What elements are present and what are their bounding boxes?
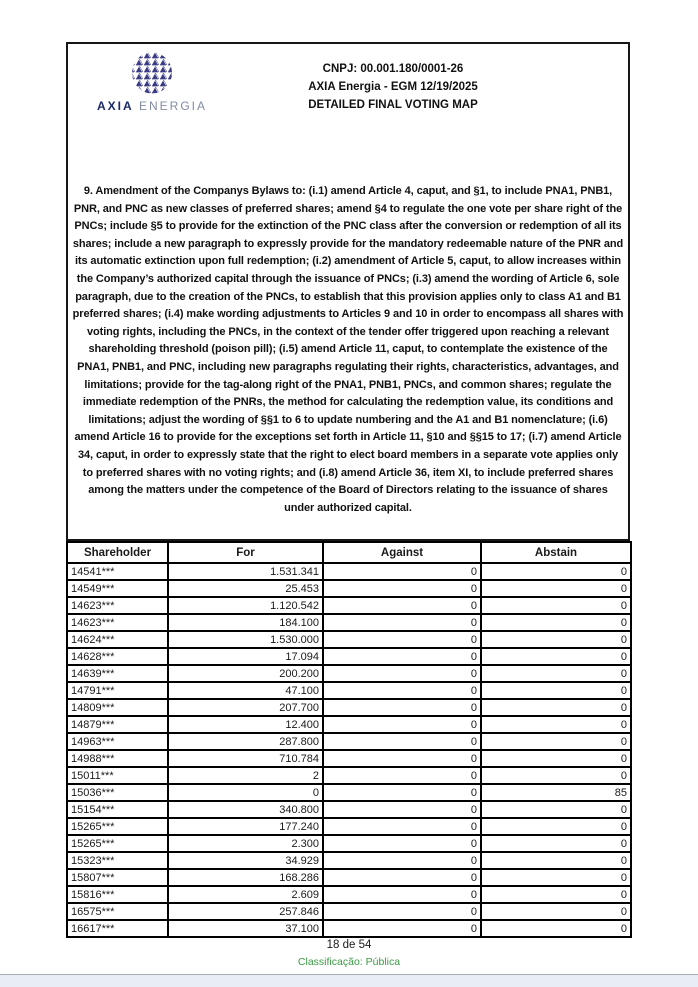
table-row [67, 903, 631, 920]
cell-against: 0 [323, 801, 481, 818]
cell-abstain: 0 [481, 631, 631, 648]
cell-against: 0 [323, 818, 481, 835]
cell-shareholder: 15154*** [67, 801, 168, 818]
cell-abstain: 0 [481, 835, 631, 852]
table-row [67, 597, 631, 614]
table-row [67, 665, 631, 682]
cell-for: 1.530.000 [168, 631, 323, 648]
cell-abstain: 0 [481, 869, 631, 886]
agenda-item-text: 9. Amendment of the Companys Bylaws to: (i.1) amend Article 4, caput, and §1, to include PNA1, PNB1, PNR, and PNC as new classes of preferred shares; amend §4 to regulate the one vote per share right of the PNCs; include §5 to provide for the extinction of the PNC class after the conversion or redemption of all its shares; include a new paragraph to expressly provide for the mandatory redeemable nature of the PNR and its automatic extinction upon full redemption; (i.2) amendment of Article 5, caput, to allow increases within the Company’s authorized capital through the issuance of PNCs; (i.3) amend the wording of Article 6, sole paragraph, due to the creation of the PNCs, to establish that this provision applies only to class A1 and B1 preferred shares; (i.4) make wording adjustments to Articles 9 and 10 in order to encompass all shares with voting rights, including the PNCs, in the context of the tender offer triggered upon reaching a relevant shareholding threshold (poison pill); (i.5) amend Article 11, caput, to contemplate the existence of the PNA1, PNB1, and PNC, including new paragraphs regulating their rights, characteristics, advantages, and limitations; provide for the tag-along right of the PNA1, PNB1, PNCs, and common shares; regulate the immediate redemption of the PNRs, the method for calculating the redemption value, its conditions and limitations; adjust the wording of §§1 to 6 to update numbering and the A1 and B1 nomenclature; (i.6) amend Article 16 to provide for the exceptions set forth in Article 11, §10 and §§15 to 17; (i.7) amend Article 34, caput, in order to expressly state that the right to elect board members in a separate vote applies only to preferred shares with no voting rights; and (i.8) amend Article 36, item XI, to include preferred shares among the matters under the competence of the Board of Directors relating to the issuance of shares under authorized capital. [72, 185, 624, 514]
cell-shareholder: 16575*** [67, 903, 168, 920]
cell-for: 710.784 [168, 750, 323, 767]
voting-table-header [67, 542, 631, 563]
cell-for: 177.240 [168, 818, 323, 835]
cell-shareholder: 14549*** [67, 580, 168, 597]
col-shareholder: Shareholder [67, 542, 168, 563]
cell-against: 0 [323, 563, 481, 580]
cell-abstain: 0 [481, 597, 631, 614]
cell-against: 0 [323, 631, 481, 648]
cell-shareholder: 14809*** [67, 699, 168, 716]
cell-shareholder: 14541*** [67, 563, 168, 580]
cell-against: 0 [323, 852, 481, 869]
brand-energia: ENERGIA [139, 99, 208, 113]
cell-for: 2.609 [168, 886, 323, 903]
cell-for: 37.100 [168, 920, 323, 937]
cell-against: 0 [323, 750, 481, 767]
cell-abstain: 0 [481, 767, 631, 784]
cell-against: 0 [323, 869, 481, 886]
table-row [67, 767, 631, 784]
cell-against: 0 [323, 699, 481, 716]
cell-shareholder: 15265*** [67, 818, 168, 835]
table-row [67, 733, 631, 750]
cell-for: 200.200 [168, 665, 323, 682]
cell-against: 0 [323, 665, 481, 682]
table-row [67, 869, 631, 886]
table-row [67, 750, 631, 767]
table-row [67, 801, 631, 818]
cell-shareholder: 14623*** [67, 597, 168, 614]
cell-shareholder: 14623*** [67, 614, 168, 631]
table-row [67, 818, 631, 835]
cell-for: 1.120.542 [168, 597, 323, 614]
cell-against: 0 [323, 614, 481, 631]
cell-abstain: 0 [481, 733, 631, 750]
header-and-item-box [66, 42, 630, 541]
cell-abstain: 0 [481, 801, 631, 818]
table-row [67, 699, 631, 716]
cell-abstain: 0 [481, 886, 631, 903]
header-cnpj: CNPJ: 00.001.180/0001-26 [322, 63, 464, 75]
cell-abstain: 0 [481, 716, 631, 733]
cell-for: 17.094 [168, 648, 323, 665]
cell-for: 207.700 [168, 699, 323, 716]
cell-shareholder: 14988*** [67, 750, 168, 767]
cell-for: 287.800 [168, 733, 323, 750]
cell-for: 25.453 [168, 580, 323, 597]
cell-shareholder: 14879*** [67, 716, 168, 733]
cell-shareholder: 14963*** [67, 733, 168, 750]
table-row [67, 716, 631, 733]
cell-against: 0 [323, 716, 481, 733]
cell-abstain: 0 [481, 563, 631, 580]
cell-for: 1.531.341 [168, 563, 323, 580]
table-row [67, 784, 631, 801]
cell-abstain: 0 [481, 665, 631, 682]
meeting-header [206, 60, 580, 114]
col-abstain: Abstain [481, 542, 631, 563]
col-for: For [168, 542, 323, 563]
cell-shareholder: 15323*** [67, 852, 168, 869]
table-row [67, 614, 631, 631]
cell-abstain: 0 [481, 699, 631, 716]
cell-shareholder: 14628*** [67, 648, 168, 665]
cell-against: 0 [323, 580, 481, 597]
cell-shareholder: 15816*** [67, 886, 168, 903]
cell-against: 0 [323, 920, 481, 937]
cell-shareholder: 14639*** [67, 665, 168, 682]
cell-for: 2.300 [168, 835, 323, 852]
cell-shareholder: 15807*** [67, 869, 168, 886]
cell-against: 0 [323, 784, 481, 801]
header-doc-title: DETAILED FINAL VOTING MAP [308, 99, 478, 111]
cell-abstain: 0 [481, 818, 631, 835]
cell-against: 0 [323, 903, 481, 920]
cell-for: 0 [168, 784, 323, 801]
cell-against: 0 [323, 733, 481, 750]
cell-against: 0 [323, 835, 481, 852]
cell-for: 340.800 [168, 801, 323, 818]
table-row [67, 835, 631, 852]
cell-shareholder: 15036*** [67, 784, 168, 801]
page-number: 18 de 54 [326, 939, 372, 951]
cell-for: 184.100 [168, 614, 323, 631]
cell-abstain: 0 [481, 920, 631, 937]
cell-shareholder: 14791*** [67, 682, 168, 699]
brand-axia: AXIA [96, 99, 134, 113]
classification-label: Classificação: Pública [297, 956, 401, 968]
cell-against: 0 [323, 886, 481, 903]
cell-for: 2 [168, 767, 323, 784]
cell-for: 12.400 [168, 716, 323, 733]
table-row [67, 886, 631, 903]
logo-sphere-icon [127, 52, 177, 96]
cell-for: 257.846 [168, 903, 323, 920]
cell-abstain: 0 [481, 580, 631, 597]
voting-table-body [67, 563, 631, 937]
cell-abstain: 0 [481, 903, 631, 920]
cell-abstain: 85 [481, 784, 631, 801]
cell-abstain: 0 [481, 852, 631, 869]
cell-shareholder: 16617*** [67, 920, 168, 937]
voting-table [66, 541, 632, 938]
cell-against: 0 [323, 767, 481, 784]
cell-for: 47.100 [168, 682, 323, 699]
header-meeting: AXIA Energia - EGM 12/19/2025 [308, 81, 478, 93]
cell-abstain: 0 [481, 682, 631, 699]
cell-against: 0 [323, 648, 481, 665]
table-row [67, 920, 631, 937]
window-bottom-edge [0, 974, 698, 987]
cell-abstain: 0 [481, 614, 631, 631]
table-row [67, 852, 631, 869]
cell-for: 168.286 [168, 869, 323, 886]
table-row [67, 648, 631, 665]
cell-against: 0 [323, 597, 481, 614]
table-row [67, 682, 631, 699]
cell-shareholder: 14624*** [67, 631, 168, 648]
cell-shareholder: 15265*** [67, 835, 168, 852]
cell-against: 0 [323, 682, 481, 699]
table-row [67, 580, 631, 597]
header-row [67, 542, 631, 563]
cell-for: 34.929 [168, 852, 323, 869]
cell-abstain: 0 [481, 750, 631, 767]
cell-shareholder: 15011*** [67, 767, 168, 784]
cell-abstain: 0 [481, 648, 631, 665]
table-row [67, 631, 631, 648]
col-against: Against [323, 542, 481, 563]
table-row [67, 563, 631, 580]
